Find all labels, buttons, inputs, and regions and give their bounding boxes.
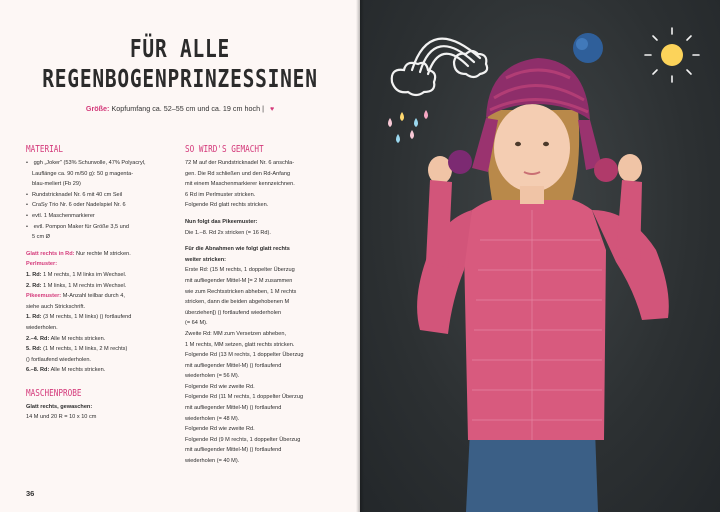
pikee-instruction: Die 1.–8. Rd 2x stricken (= 16 Rd). (185, 229, 271, 236)
row-number: 2.–4. Rd: (26, 335, 50, 342)
row-number: 1. Rd: (26, 271, 42, 278)
left-column (26, 144, 176, 423)
decrease-line: stricken, dann die beiden abgehobenen M (185, 299, 290, 306)
pikee-row (26, 312, 176, 333)
jeans (466, 430, 598, 512)
decrease-line: Folgende Rd wie zweite Rd. (185, 383, 255, 390)
right-page-photo (360, 0, 720, 512)
intro-line: Folgende Rd glatt rechts stricken. (185, 202, 269, 209)
glatt-pattern (26, 249, 176, 260)
gauge-value: 14 M und 20 R = 10 x 10 cm (26, 414, 97, 421)
material-heading: MATERIAL (26, 144, 64, 155)
pikee-subheading: Nun folgt das Pikeemuster: (185, 218, 258, 225)
decrease-line: mit aufliegender Mittel-M) () fortlaufend (185, 405, 282, 412)
material-item (26, 190, 176, 201)
title-line-2: REGENBOGENPRINZESSINEN (42, 64, 318, 93)
gauge-heading: MASCHENPROBE (26, 387, 82, 399)
pikee-intro (26, 291, 176, 312)
face (494, 104, 570, 192)
perl-label: Perlmuster: (26, 261, 58, 268)
row-text: (1 M rechts, 1 M links, 2 M rechts) (43, 346, 128, 353)
decrease-line: Folgende Rd (9 M rechts, 1 doppelter Überzug (185, 436, 301, 443)
pikee-row (26, 344, 176, 365)
row-number: 5. Rd: (26, 346, 42, 353)
book-gutter (356, 0, 364, 512)
intro-line: gen. Die Rd schließen und den Rd-Anfang (185, 170, 291, 177)
perl-row (26, 281, 176, 292)
glatt-label: Glatt rechts in Rd: (26, 250, 75, 257)
material-item (26, 222, 176, 243)
pikee-row (26, 334, 176, 345)
perl-row (26, 270, 176, 281)
intro-line: 6 Rd im Perlmuster stricken. (185, 191, 256, 198)
decrease-line: mit aufliegender Mittel-M) () fortlaufend (185, 362, 282, 369)
row-text: () fortlaufend wiederholen. (26, 356, 91, 363)
size-label: Größe: (85, 104, 110, 113)
rainbow-icon (392, 39, 487, 95)
instructions-heading: SO WIRD'S GEMACHT (185, 144, 264, 155)
row-text: wiederholen. (26, 324, 58, 331)
page-number: 36 (26, 489, 35, 498)
material-text: Lauflänge ca. 90 m/50 g): 50 g magenta- (32, 170, 134, 177)
row-number: 2. Rd: (26, 282, 42, 289)
material-text: evtl. Pompon Maker für Größe 3,5 und (33, 223, 130, 230)
left-flap-pompom (448, 150, 472, 174)
decrease-line: 1 M rechts, MM setzen, glatt rechts stricken. (185, 341, 295, 348)
material-text: blau-meliert (Fb 29) (32, 181, 81, 188)
size-separator: | (262, 104, 264, 113)
page-title (40, 34, 321, 94)
row-number: 1. Rd: (26, 314, 42, 321)
size-value: Kopfumfang ca. 52–55 cm und ca. 19 cm hoch (111, 104, 261, 113)
material-text: 5 cm Ø (32, 234, 51, 241)
decrease-line: wiederholen (= 40 M). (185, 458, 240, 465)
decrease-line: Folgende Rd (13 M rechts, 1 doppelter Überzug (185, 352, 304, 359)
photo-illustration (360, 0, 720, 512)
decrease-subheading: Für die Abnahmen wie folgt glatt rechts (185, 246, 290, 253)
decrease-subheading: weiter stricken: (185, 256, 227, 263)
material-item (26, 211, 176, 222)
decrease-line: überziehen]) () fortlaufend wiederholen (185, 309, 282, 316)
material-item (26, 158, 176, 190)
hat-pompom (573, 33, 603, 63)
row-text: Alle M rechts stricken. (50, 367, 106, 374)
decrease-line: wiederholen (= 56 M). (185, 373, 240, 380)
heart-icon: ♥ (269, 106, 275, 113)
material-list (26, 158, 176, 243)
sun-icon (645, 28, 699, 82)
material-text: ggh „Joker" (53% Schurwolle, 47% Polyacryl, (33, 160, 146, 166)
row-text: 1 M rechts, 1 M links im Wechsel. (43, 271, 127, 278)
size-info (0, 104, 360, 113)
glatt-text: Nur rechte M stricken. (76, 250, 131, 257)
decrease-line: Folgende Rd wie zweite Rd. (185, 426, 255, 433)
row-text: (3 M rechts, 1 M links) () fortlaufend (43, 314, 132, 321)
material-text: evtl. 1 Maschenmarkierer (32, 212, 95, 219)
title-line-1: FÜR ALLE (129, 34, 231, 63)
decrease-line: Zweite Rd: MM zum Versetzen abheben, (185, 330, 287, 337)
material-text: Rundstricknadel Nr. 6 mit 40 cm Seil (32, 191, 123, 198)
decrease-line: wie zum Rechtsstricken abheben, 1 M rechts (185, 288, 297, 295)
gauge-label: Glatt rechts, gewaschen: (26, 403, 93, 410)
decrease-line: Folgende Rd (11 M rechts, 1 doppelter Überzug (185, 394, 304, 401)
decrease-line: wiederholen (= 48 M). (185, 415, 240, 422)
decrease-line: (= 64 M). (185, 320, 208, 327)
pikee-row (26, 365, 176, 376)
material-text: CraSy Trio Nr. 6 oder Nadelspiel Nr. 6 (32, 202, 126, 209)
row-number: 6.–8. Rd: (26, 367, 50, 374)
decrease-line: mit aufliegender Mittel-M) () fortlaufend (185, 447, 282, 454)
pikee-text: siehe auch Strickschrift. (26, 303, 86, 310)
right-hand (618, 154, 642, 182)
row-text: Alle M rechts stricken. (50, 335, 106, 342)
pikee-label: Pikeemuster: (26, 293, 62, 300)
sweater-body (464, 197, 606, 440)
right-column (185, 144, 345, 467)
raindrops-icon (388, 110, 428, 143)
decrease-line: Erste Rd: (15 M rechts, 1 doppelter Überzug (185, 267, 295, 274)
decrease-line: mit aufliegender Mittel-M [= 2 M zusammen (185, 277, 293, 284)
row-text: 1 M links, 1 M rechts im Wechsel. (43, 282, 127, 289)
intro-line: 72 M auf der Rundstricknadel Nr. 6 anschla- (185, 160, 295, 166)
material-item (26, 200, 176, 211)
right-flap-pompom (594, 158, 618, 182)
pikee-text: M-Anzahl teilbar durch 4, (62, 293, 125, 300)
intro-line: mit einem Maschenmarkierer kennzeichnen. (185, 181, 295, 188)
